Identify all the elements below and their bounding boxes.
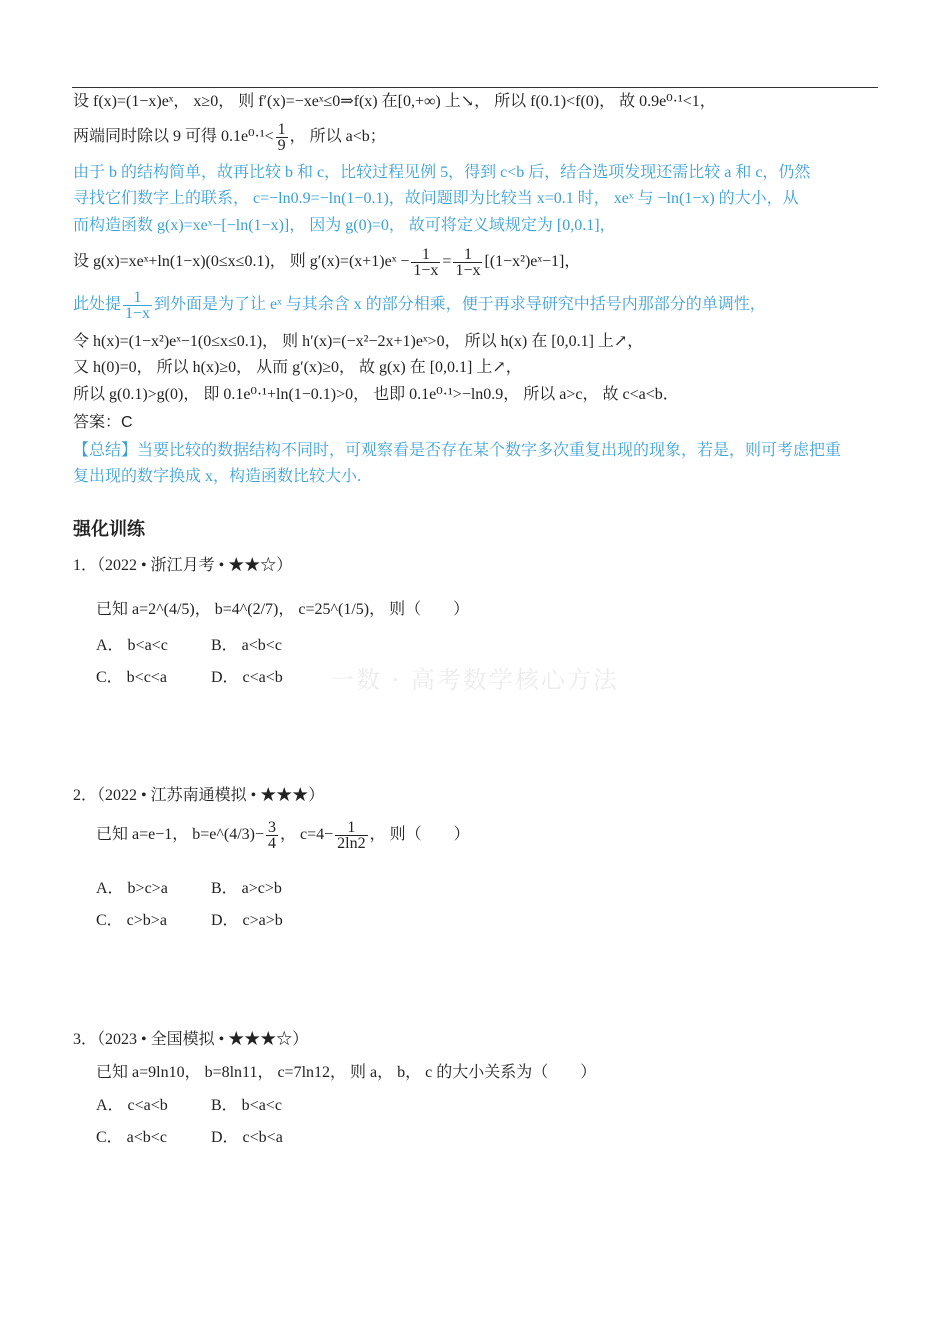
question-1-option-d[interactable]: D． c<a<b bbox=[211, 669, 283, 686]
fraction-note bbox=[123, 290, 152, 321]
solution-line-2 bbox=[73, 122, 879, 153]
note-line-4 bbox=[73, 290, 879, 321]
solution-line-2-text: 两端同时除以 9 可得 0.1e⁰·¹< bbox=[73, 128, 274, 146]
question-3-option-c[interactable]: C． a<b<c bbox=[96, 1129, 167, 1146]
question-1-option-c[interactable]: C． b<c<a bbox=[96, 669, 167, 686]
section-title: 强化训练 bbox=[73, 519, 145, 539]
solution-line-1: 设 f(x)=(1−x)eˣ， x≥0， 则 f′(x)=−xeˣ≤0⇒f(x) 在[0,+∞) 上↘， 所以 f(0.1)<f(0)， 故 0.9e⁰·¹<1， bbox=[73, 93, 716, 110]
fraction-denominator: 2ln2 bbox=[337, 835, 366, 852]
top-rule bbox=[72, 87, 878, 88]
fraction-numerator: 1 bbox=[335, 820, 367, 836]
question-3-option-a[interactable]: A． c<a<b bbox=[96, 1097, 168, 1114]
question-3-option-b[interactable]: B． b<a<c bbox=[211, 1097, 282, 1114]
solution-line-2-tail: ， 所以 a<b； bbox=[289, 128, 386, 146]
question-2-stem bbox=[96, 820, 470, 851]
question-1-options-row-2 bbox=[96, 664, 326, 687]
solution-line-9: 又 h(0)=0， 所以 h(x)≥0， 从而 g′(x)≥0， 故 g(x) 在 [0,0.1] 上↗， bbox=[73, 359, 522, 376]
fraction-one-over-2ln2 bbox=[335, 820, 367, 851]
fraction-numerator: 1 bbox=[277, 121, 286, 138]
question-1-stem: 已知 a=2^(4/5)， b=4^(2/7)， c=25^(1/5)， 则（ ） bbox=[96, 601, 470, 618]
solution-line-8: 令 h(x)=(1−x²)eˣ−1(0≤x≤0.1)， 则 h′(x)=(−x²−2x+1)eˣ>0， 所以 h(x) 在 [0,0.1] 上↗， bbox=[73, 333, 644, 350]
question-2-option-b[interactable]: B． a>c>b bbox=[211, 880, 282, 897]
question-2-options-row-1 bbox=[96, 875, 326, 898]
summary-line-2: 复出现的数字换成 x，构造函数比较大小. bbox=[73, 468, 362, 485]
question-2-stem-mid: ， c=4− bbox=[280, 826, 334, 844]
question-1-header: 1．（2022 • 浙江月考 • ★★☆） bbox=[73, 557, 293, 574]
question-2-option-c[interactable]: C． c>b>a bbox=[96, 912, 167, 929]
note-line-2: 寻找它们数字上的联系， c=−ln0.9=−ln(1−0.1)，故问题即为比较当 x=0.1 时， xeˣ 与 −ln(1−x) 的大小，从 bbox=[73, 190, 799, 207]
question-3-options-row-2 bbox=[96, 1124, 326, 1147]
fraction-one-ninth bbox=[276, 122, 288, 153]
question-3-header: 3．（2023 • 全国模拟 • ★★★☆） bbox=[73, 1031, 309, 1048]
question-2-option-d[interactable]: D． c>a>b bbox=[211, 912, 283, 929]
answer-line: 答案：C bbox=[73, 414, 133, 431]
fraction-denominator: 1−x bbox=[455, 262, 481, 279]
solution-line-10: 所以 g(0.1)>g(0)， 即 0.1e⁰·¹+ln(1−0.1)>0， 也即 0.1e⁰·¹>−ln0.9， 所以 a>c， 故 c<a<b． bbox=[73, 386, 679, 403]
question-1-option-b[interactable]: B． a<b<c bbox=[211, 637, 282, 654]
note-line-4-text: 此处提 bbox=[73, 296, 122, 314]
note-line-4-tail: 到外面是为了让 eˣ 与其余含 x 的部分相乘，便于再求导研究中括号内那部分的单调性， bbox=[154, 296, 766, 314]
fraction-denominator: 4 bbox=[268, 835, 277, 852]
solution-line-6 bbox=[73, 247, 879, 278]
solution-line-6-tail: [(1−x²)eˣ−1]， bbox=[484, 253, 581, 271]
equals-sign: = bbox=[442, 253, 452, 271]
question-1-option-a[interactable]: A． b<a<c bbox=[96, 637, 168, 654]
question-2-header: 2．（2022 • 江苏南通模拟 • ★★★） bbox=[73, 787, 325, 804]
watermark: 一数 · 高考数学核心方法 bbox=[330, 666, 619, 694]
fraction-denominator: 1−x bbox=[125, 305, 151, 322]
fraction-numerator: 1 bbox=[123, 290, 152, 306]
fraction-denominator: 1−x bbox=[413, 262, 439, 279]
question-3-option-d[interactable]: D． c<b<a bbox=[211, 1129, 283, 1146]
question-3-stem: 已知 a=9ln10， b=8ln11， c=7ln12， 则 a， b， c 的大小关系为（ ） bbox=[96, 1064, 597, 1081]
question-1-options-row-1 bbox=[96, 632, 326, 655]
question-3-options-row-1 bbox=[96, 1092, 326, 1115]
fraction-numerator: 3 bbox=[268, 819, 277, 836]
question-2-stem-tail: ， 则（ ） bbox=[369, 826, 470, 844]
fraction-numerator: 1 bbox=[453, 247, 482, 263]
fraction-one-over-one-minus-x bbox=[411, 247, 440, 278]
fraction-one-over-one-minus-x-2 bbox=[453, 247, 482, 278]
question-2-stem-text: 已知 a=e−1， b=e^(4/3)− bbox=[96, 826, 265, 844]
note-line-3: 而构造函数 g(x)=xeˣ−[−ln(1−x)]， 因为 g(0)=0， 故可将定义域规定为 [0,0.1]， bbox=[73, 217, 616, 234]
question-2-options-row-2 bbox=[96, 907, 326, 930]
solution-line-6-text: 设 g(x)=xeˣ+ln(1−x)(0≤x≤0.1)， 则 g′(x)=(x+1)eˣ − bbox=[73, 253, 410, 271]
fraction-three-fourths bbox=[266, 820, 278, 851]
question-2-option-a[interactable]: A． b>c>a bbox=[96, 880, 168, 897]
summary-line-1: 【总结】当要比较的数据结构不同时，可观察看是否存在某个数字多次重复出现的现象，若是，则可考虑把重 bbox=[73, 442, 842, 459]
note-line-1: 由于 b 的结构简单，故再比较 b 和 c，比较过程见例 5，得到 c<b 后，结合选项发现还需比较 a 和 c，仍然 bbox=[73, 164, 811, 181]
fraction-numerator: 1 bbox=[411, 247, 440, 263]
fraction-denominator: 9 bbox=[277, 137, 286, 154]
